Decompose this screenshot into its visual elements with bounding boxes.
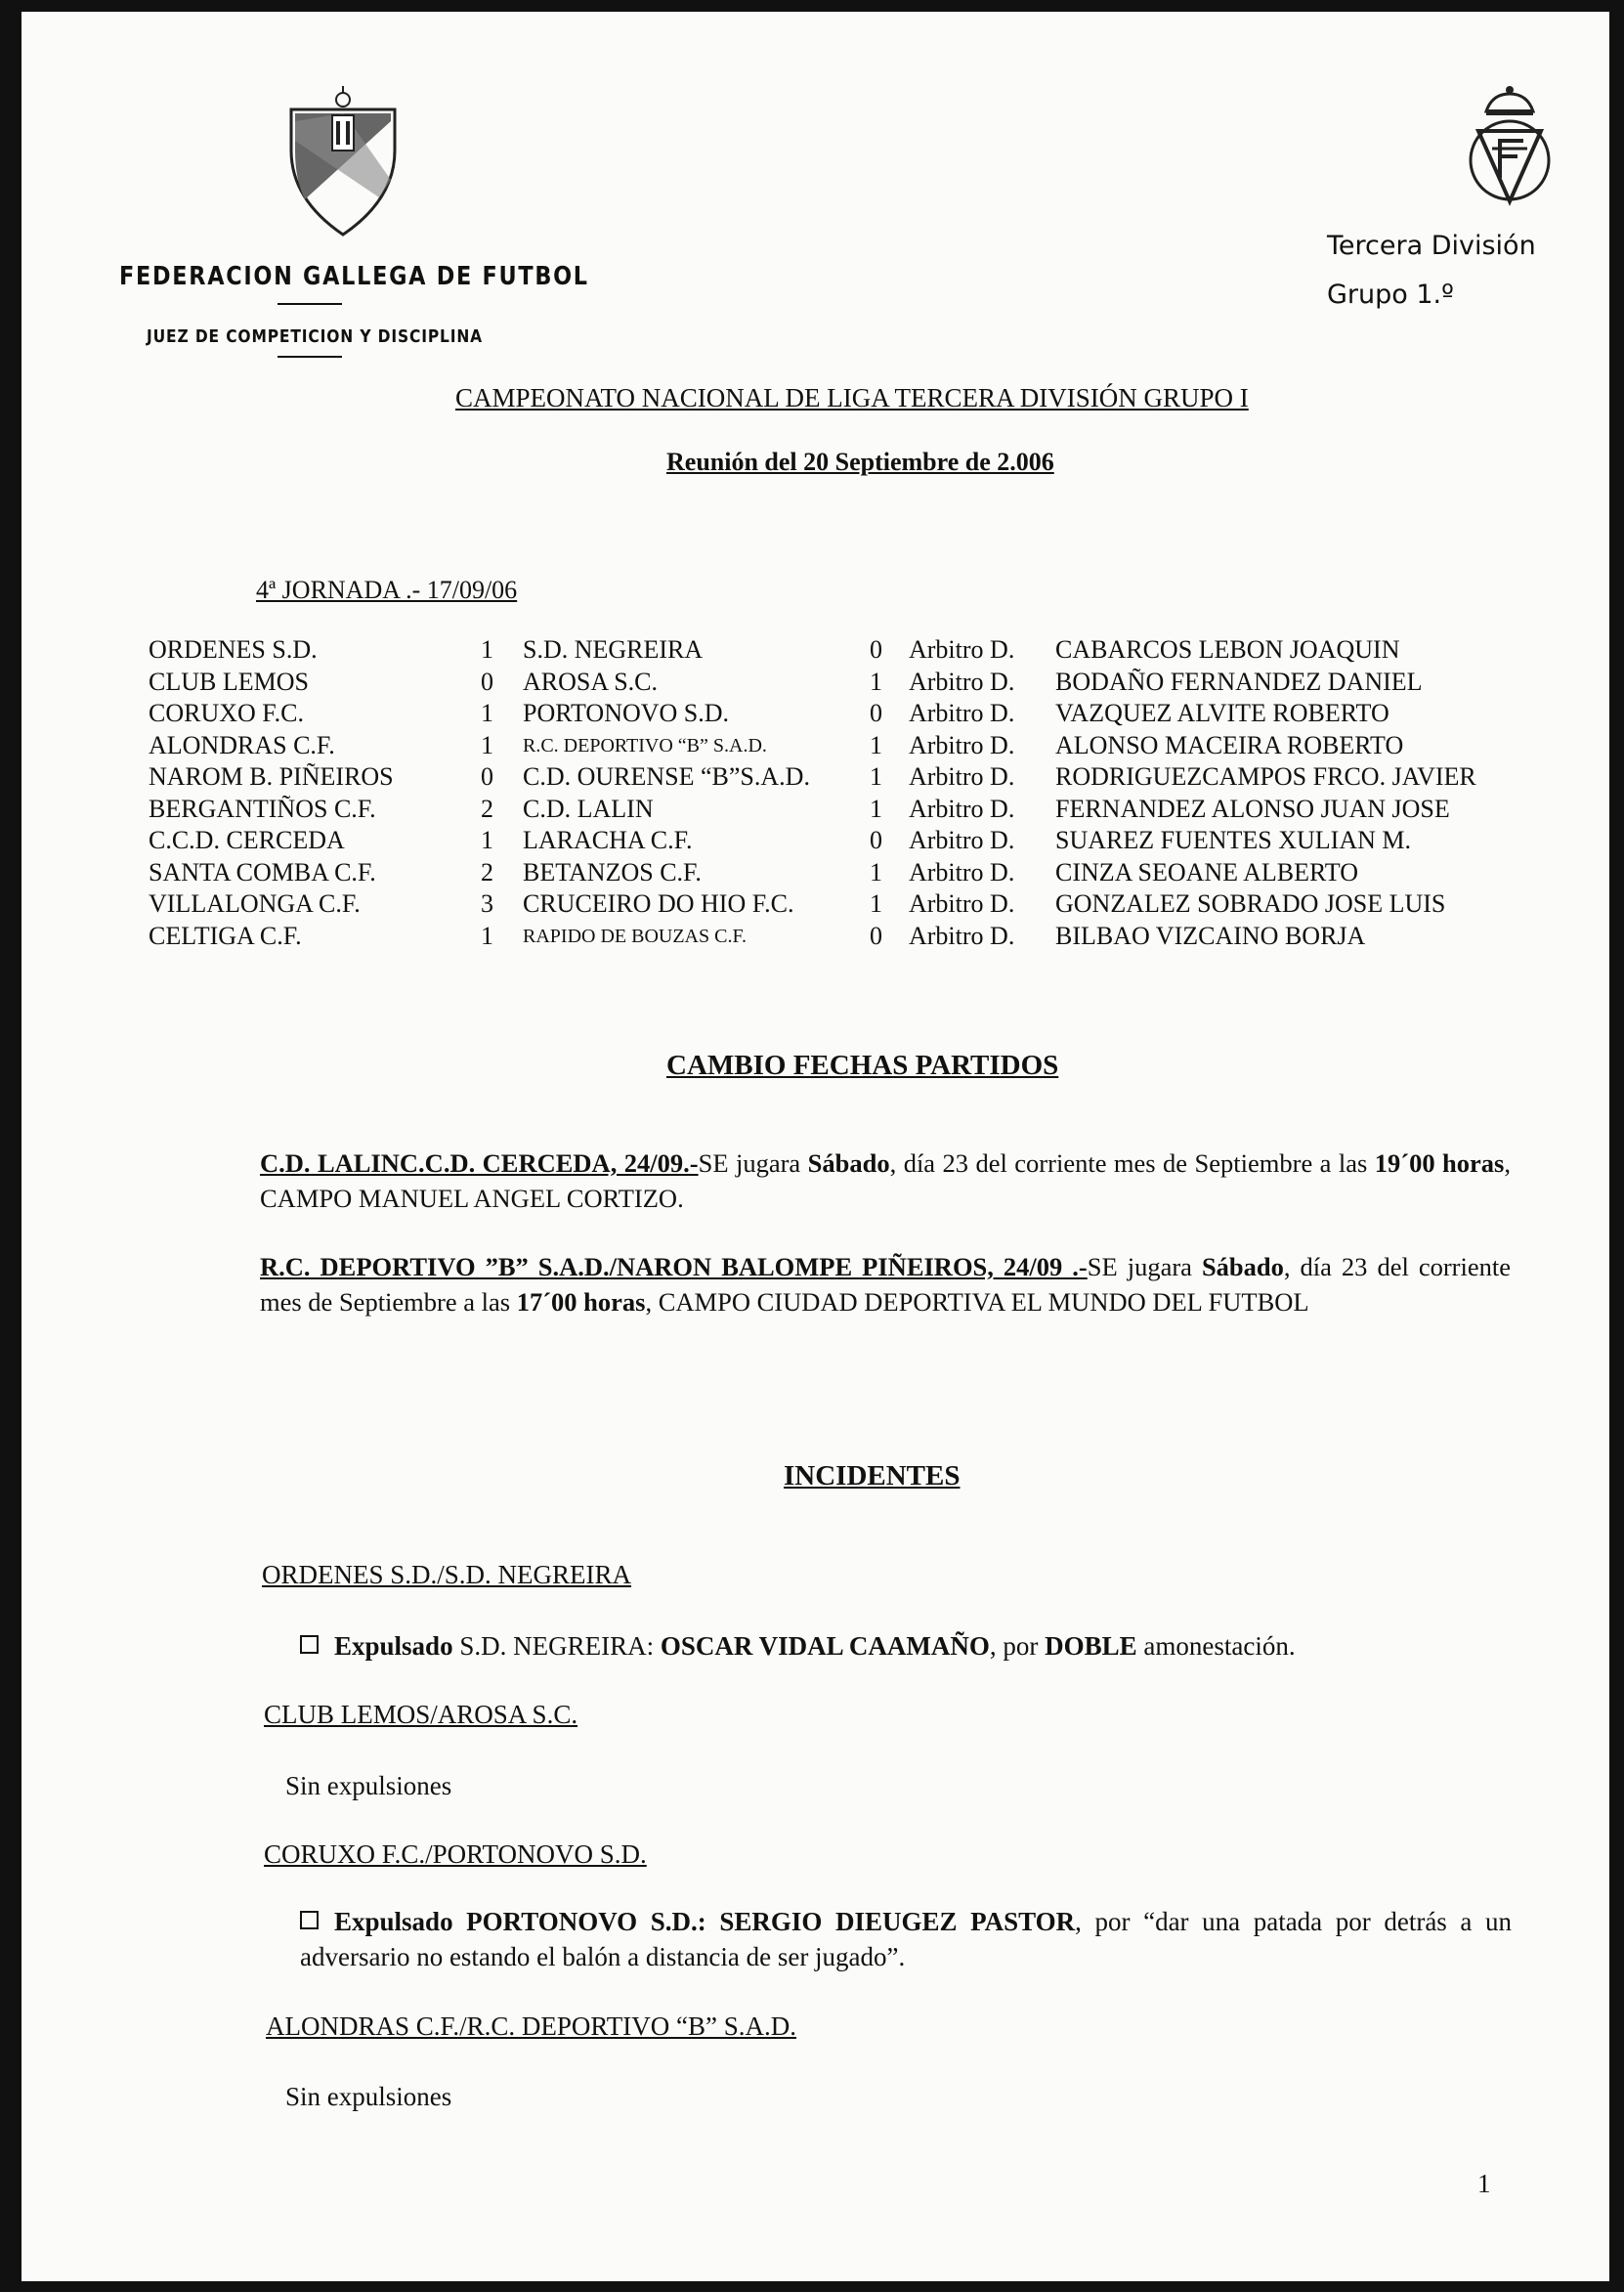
away-score: 0 <box>870 921 882 950</box>
checkbox-bullet-icon <box>300 1911 319 1929</box>
federation-subtitle: JUEZ DE COMPETICION Y DISCIPLINA <box>147 326 484 347</box>
incidents-heading: INCIDENTES <box>784 1460 961 1492</box>
home-score: 1 <box>481 635 493 665</box>
referee-name: CINZA SEOANE ALBERTO <box>1055 857 1358 887</box>
home-team: NAROM B. PIÑEIROS <box>149 762 394 792</box>
away-score: 1 <box>870 857 882 887</box>
date-change-day: Sábado <box>807 1148 890 1178</box>
match-row <box>149 888 1476 921</box>
date-change-item <box>260 1146 1511 1216</box>
date-change-text: SE jugara <box>698 1148 808 1178</box>
meeting-date: Reunión del 20 Septiembre de 2.006 <box>666 448 1054 476</box>
home-team: ORDENES S.D. <box>149 635 318 665</box>
referee-label: Arbitro D. <box>909 921 1015 950</box>
match-row <box>149 730 1476 762</box>
date-change-text: , día 23 del corriente mes de Septiembre a las <box>889 1148 1375 1178</box>
date-change-match: C.D. LALINC.C.D. CERCEDA, 24/09.- <box>260 1148 699 1178</box>
incident-match-title: ALONDRAS C.F./R.C. DEPORTIVO “B” S.A.D. <box>266 2011 797 2041</box>
home-score: 3 <box>481 889 493 919</box>
page-number: 1 <box>1477 2169 1491 2198</box>
home-team: BERGANTIÑOS C.F. <box>149 794 376 823</box>
checkbox-bullet-icon <box>300 1635 319 1654</box>
date-change-match: R.C. DEPORTIVO ”B” S.A.D./NARON BALOMPE PIÑEIROS, 24/09 .- <box>260 1252 1088 1281</box>
away-team: CRUCEIRO DO HIO F.C. <box>523 889 794 919</box>
divider <box>278 303 342 305</box>
date-change-day: Sábado <box>1201 1252 1284 1281</box>
incident-text: DOBLE <box>1045 1631 1137 1661</box>
home-score: 0 <box>481 667 493 696</box>
away-score: 1 <box>870 889 882 919</box>
group-label: Grupo 1.º <box>1327 280 1454 310</box>
referee-name: CABARCOS LEBON JOAQUIN <box>1055 635 1400 665</box>
referee-label: Arbitro D. <box>909 667 1015 696</box>
incident-text: amonestación. <box>1136 1631 1296 1661</box>
referee-label: Arbitro D. <box>909 635 1015 665</box>
home-team: CELTIGA C.F. <box>149 921 302 950</box>
match-row <box>149 857 1476 889</box>
referee-label: Arbitro D. <box>909 826 1015 855</box>
date-change-venue: , CAMPO CIUDAD DEPORTIVA EL MUNDO DEL FUTBOL <box>645 1287 1309 1317</box>
away-team: LARACHA C.F. <box>523 826 693 855</box>
away-team: BETANZOS C.F. <box>523 857 702 887</box>
date-change-time: 19´00 horas <box>1374 1148 1505 1178</box>
division-label: Tercera División <box>1327 231 1536 261</box>
incident-match-title: CLUB LEMOS/AROSA S.C. <box>264 1700 578 1729</box>
incident-entry <box>300 1904 1512 1974</box>
federation-shield-logo <box>285 82 401 238</box>
home-score: 2 <box>481 857 493 887</box>
away-team: C.D. LALIN <box>523 794 654 823</box>
match-row <box>149 761 1476 794</box>
referee-name: FERNANDEZ ALONSO JUAN JOSE <box>1055 794 1450 823</box>
date-change-text: SE jugara <box>1087 1252 1202 1281</box>
away-team: AROSA S.C. <box>523 667 658 696</box>
date-change-item <box>260 1249 1511 1319</box>
referee-name: RODRIGUEZCAMPOS FRCO. JAVIER <box>1055 762 1476 792</box>
incident-text: S.D. NEGREIRA: <box>459 1631 661 1661</box>
home-score: 1 <box>481 730 493 759</box>
results-table <box>149 634 1476 952</box>
incident-text: , por “dar una patada por detrás a un adversario no estando el balón a distancia de ser jugado”. <box>300 1907 1512 1971</box>
referee-label: Arbitro D. <box>909 730 1015 759</box>
home-score: 1 <box>481 921 493 950</box>
away-score: 0 <box>870 635 882 665</box>
date-change-time: 17´00 horas <box>516 1287 646 1317</box>
match-row <box>149 921 1476 953</box>
federation-title: FEDERACION GALLEGA DE FUTBOL <box>119 262 589 291</box>
match-row <box>149 698 1476 730</box>
home-team: VILLALONGA C.F. <box>149 889 361 919</box>
referee-name: BODAÑO FERNANDEZ DANIEL <box>1055 667 1423 696</box>
home-score: 1 <box>481 826 493 855</box>
date-changes-heading: CAMBIO FECHAS PARTIDOS <box>666 1050 1059 1081</box>
match-row <box>149 794 1476 826</box>
incident-none: Sin expulsiones <box>285 2082 452 2111</box>
away-score: 1 <box>870 730 882 759</box>
home-team: C.C.D. CERCEDA <box>149 826 345 855</box>
home-team: SANTA COMBA C.F. <box>149 857 376 887</box>
home-team: CORUXO F.C. <box>149 699 305 728</box>
incident-player: OSCAR VIDAL CAAMAÑO <box>660 1631 990 1661</box>
referee-label: Arbitro D. <box>909 794 1015 823</box>
home-team: CLUB LEMOS <box>149 667 309 696</box>
match-row <box>149 667 1476 699</box>
rfef-crest-logo <box>1463 80 1557 211</box>
incident-entry <box>300 1628 1512 1664</box>
referee-label: Arbitro D. <box>909 762 1015 792</box>
away-team: RAPIDO DE BOUZAS C.F. <box>523 925 747 947</box>
incident-match-title: ORDENES S.D./S.D. NEGREIRA <box>262 1560 632 1589</box>
away-team: S.D. NEGREIRA <box>523 635 704 665</box>
incident-none: Sin expulsiones <box>285 1771 452 1800</box>
referee-name: BILBAO VIZCAINO BORJA <box>1055 921 1366 950</box>
referee-name: SUAREZ FUENTES XULIAN M. <box>1055 826 1411 855</box>
date-change-text: , día 23 del corriente mes de Septiembre a las <box>260 1252 1511 1317</box>
page-title: CAMPEONATO NACIONAL DE LIGA TERCERA DIVISIÓN GRUPO I <box>455 383 1249 412</box>
referee-name: GONZALEZ SOBRADO JOSE LUIS <box>1055 889 1446 919</box>
incident-text: , por <box>989 1631 1046 1661</box>
home-score: 0 <box>481 762 493 792</box>
document-page <box>21 12 1609 2281</box>
home-score: 2 <box>481 794 493 823</box>
away-score: 0 <box>870 826 882 855</box>
match-row <box>149 634 1476 667</box>
away-score: 0 <box>870 699 882 728</box>
referee-label: Arbitro D. <box>909 889 1015 919</box>
incident-match-title: CORUXO F.C./PORTONOVO S.D. <box>264 1839 647 1869</box>
divider <box>278 356 342 358</box>
incident-text: Expulsado <box>334 1631 460 1661</box>
referee-name: VAZQUEZ ALVITE ROBERTO <box>1055 699 1389 728</box>
away-team: R.C. DEPORTIVO “B” S.A.D. <box>523 734 767 757</box>
referee-name: ALONSO MACEIRA ROBERTO <box>1055 730 1404 759</box>
away-score: 1 <box>870 794 882 823</box>
home-score: 1 <box>481 699 493 728</box>
date-change-venue: , CAMPO MANUEL ANGEL CORTIZO. <box>260 1148 1511 1213</box>
match-row <box>149 825 1476 857</box>
referee-label: Arbitro D. <box>909 857 1015 887</box>
away-score: 1 <box>870 762 882 792</box>
referee-label: Arbitro D. <box>909 699 1015 728</box>
away-team: PORTONOVO S.D. <box>523 699 730 728</box>
home-team: ALONDRAS C.F. <box>149 730 335 759</box>
away-score: 1 <box>870 667 882 696</box>
incident-player: Expulsado PORTONOVO S.D.: SERGIO DIEUGEZ PASTOR <box>334 1907 1076 1936</box>
jornada-heading: 4ª JORNADA .- 17/09/06 <box>256 576 518 604</box>
away-team: C.D. OURENSE “B”S.A.D. <box>523 762 810 792</box>
